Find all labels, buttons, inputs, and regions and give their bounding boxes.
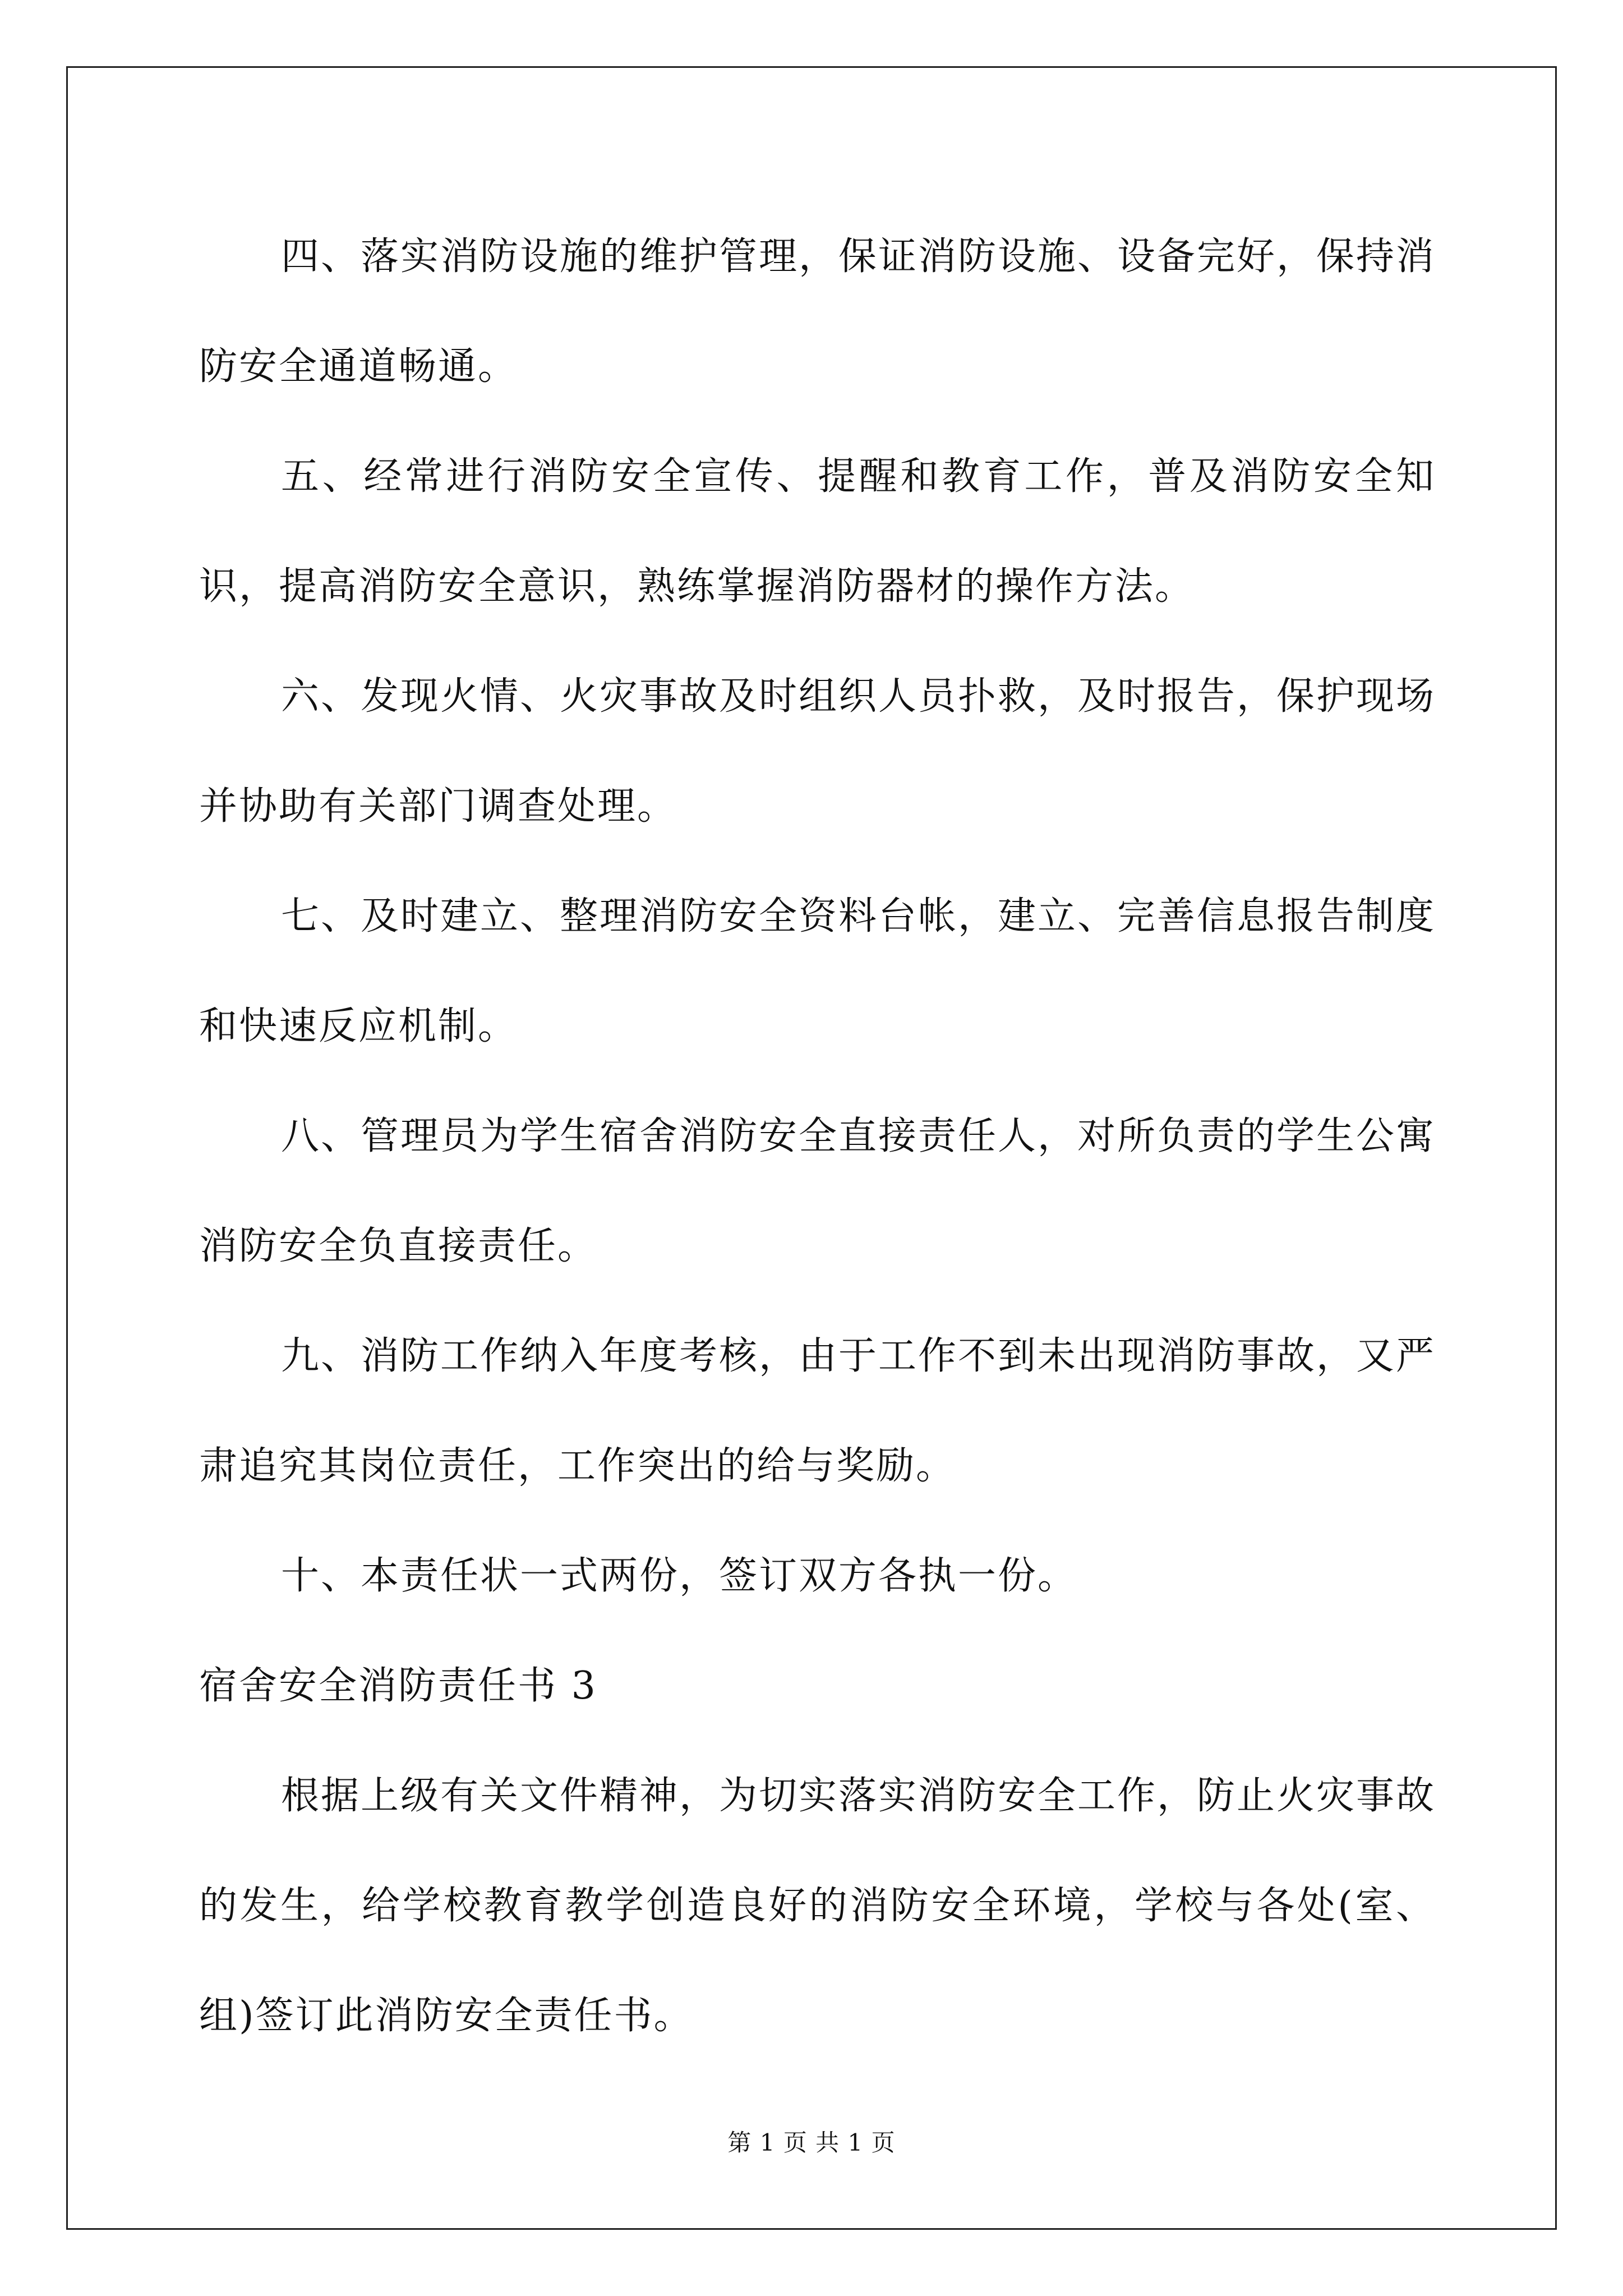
section-paragraph: 根据上级有关文件精神，为切实落实消防安全工作，防止火灾事故的发生，给学校教育教学创造良好的消防安全环境，学校与各处(室、组)签订此消防安全责任书。: [199, 1774, 1436, 2038]
paragraph-item-4: 四、落实消防设施的维护管理，保证消防设施、设备完好，保持消防安全通道畅通。: [199, 234, 1436, 389]
paragraph-item-6: 六、发现火情、火灾事故及时组织人员扑救，及时报告，保护现场并协助有关部门调查处理。: [199, 674, 1436, 829]
paragraph-item-9: 九、消防工作纳入年度考核，由于工作不到未出现消防事故，又严肃追究其岗位责任，工作突出的给与奖励。: [199, 1334, 1436, 1488]
paragraph-item-8: 八、管理员为学生宿舍消防安全直接责任人，对所负责的学生公寓消防安全负直接责任。: [199, 1114, 1436, 1268]
page-footer: 第 1 页 共 1 页: [727, 2129, 896, 2156]
paragraph-item-5: 五、经常进行消防安全宣传、提醒和教育工作，普及消防安全知识，提高消防安全意识，熟练掌握消防器材的操作方法。: [199, 454, 1436, 609]
paragraph-item-7: 七、及时建立、整理消防安全资料台帐，建立、完善信息报告制度和快速反应机制。: [199, 894, 1436, 1048]
paragraph-item-10: 十、本责任状一式两份，签订双方各执一份。: [281, 1554, 1078, 1598]
section-title: 宿舍安全消防责任书 3: [199, 1664, 597, 1708]
document-body: [199, 202, 1436, 2071]
